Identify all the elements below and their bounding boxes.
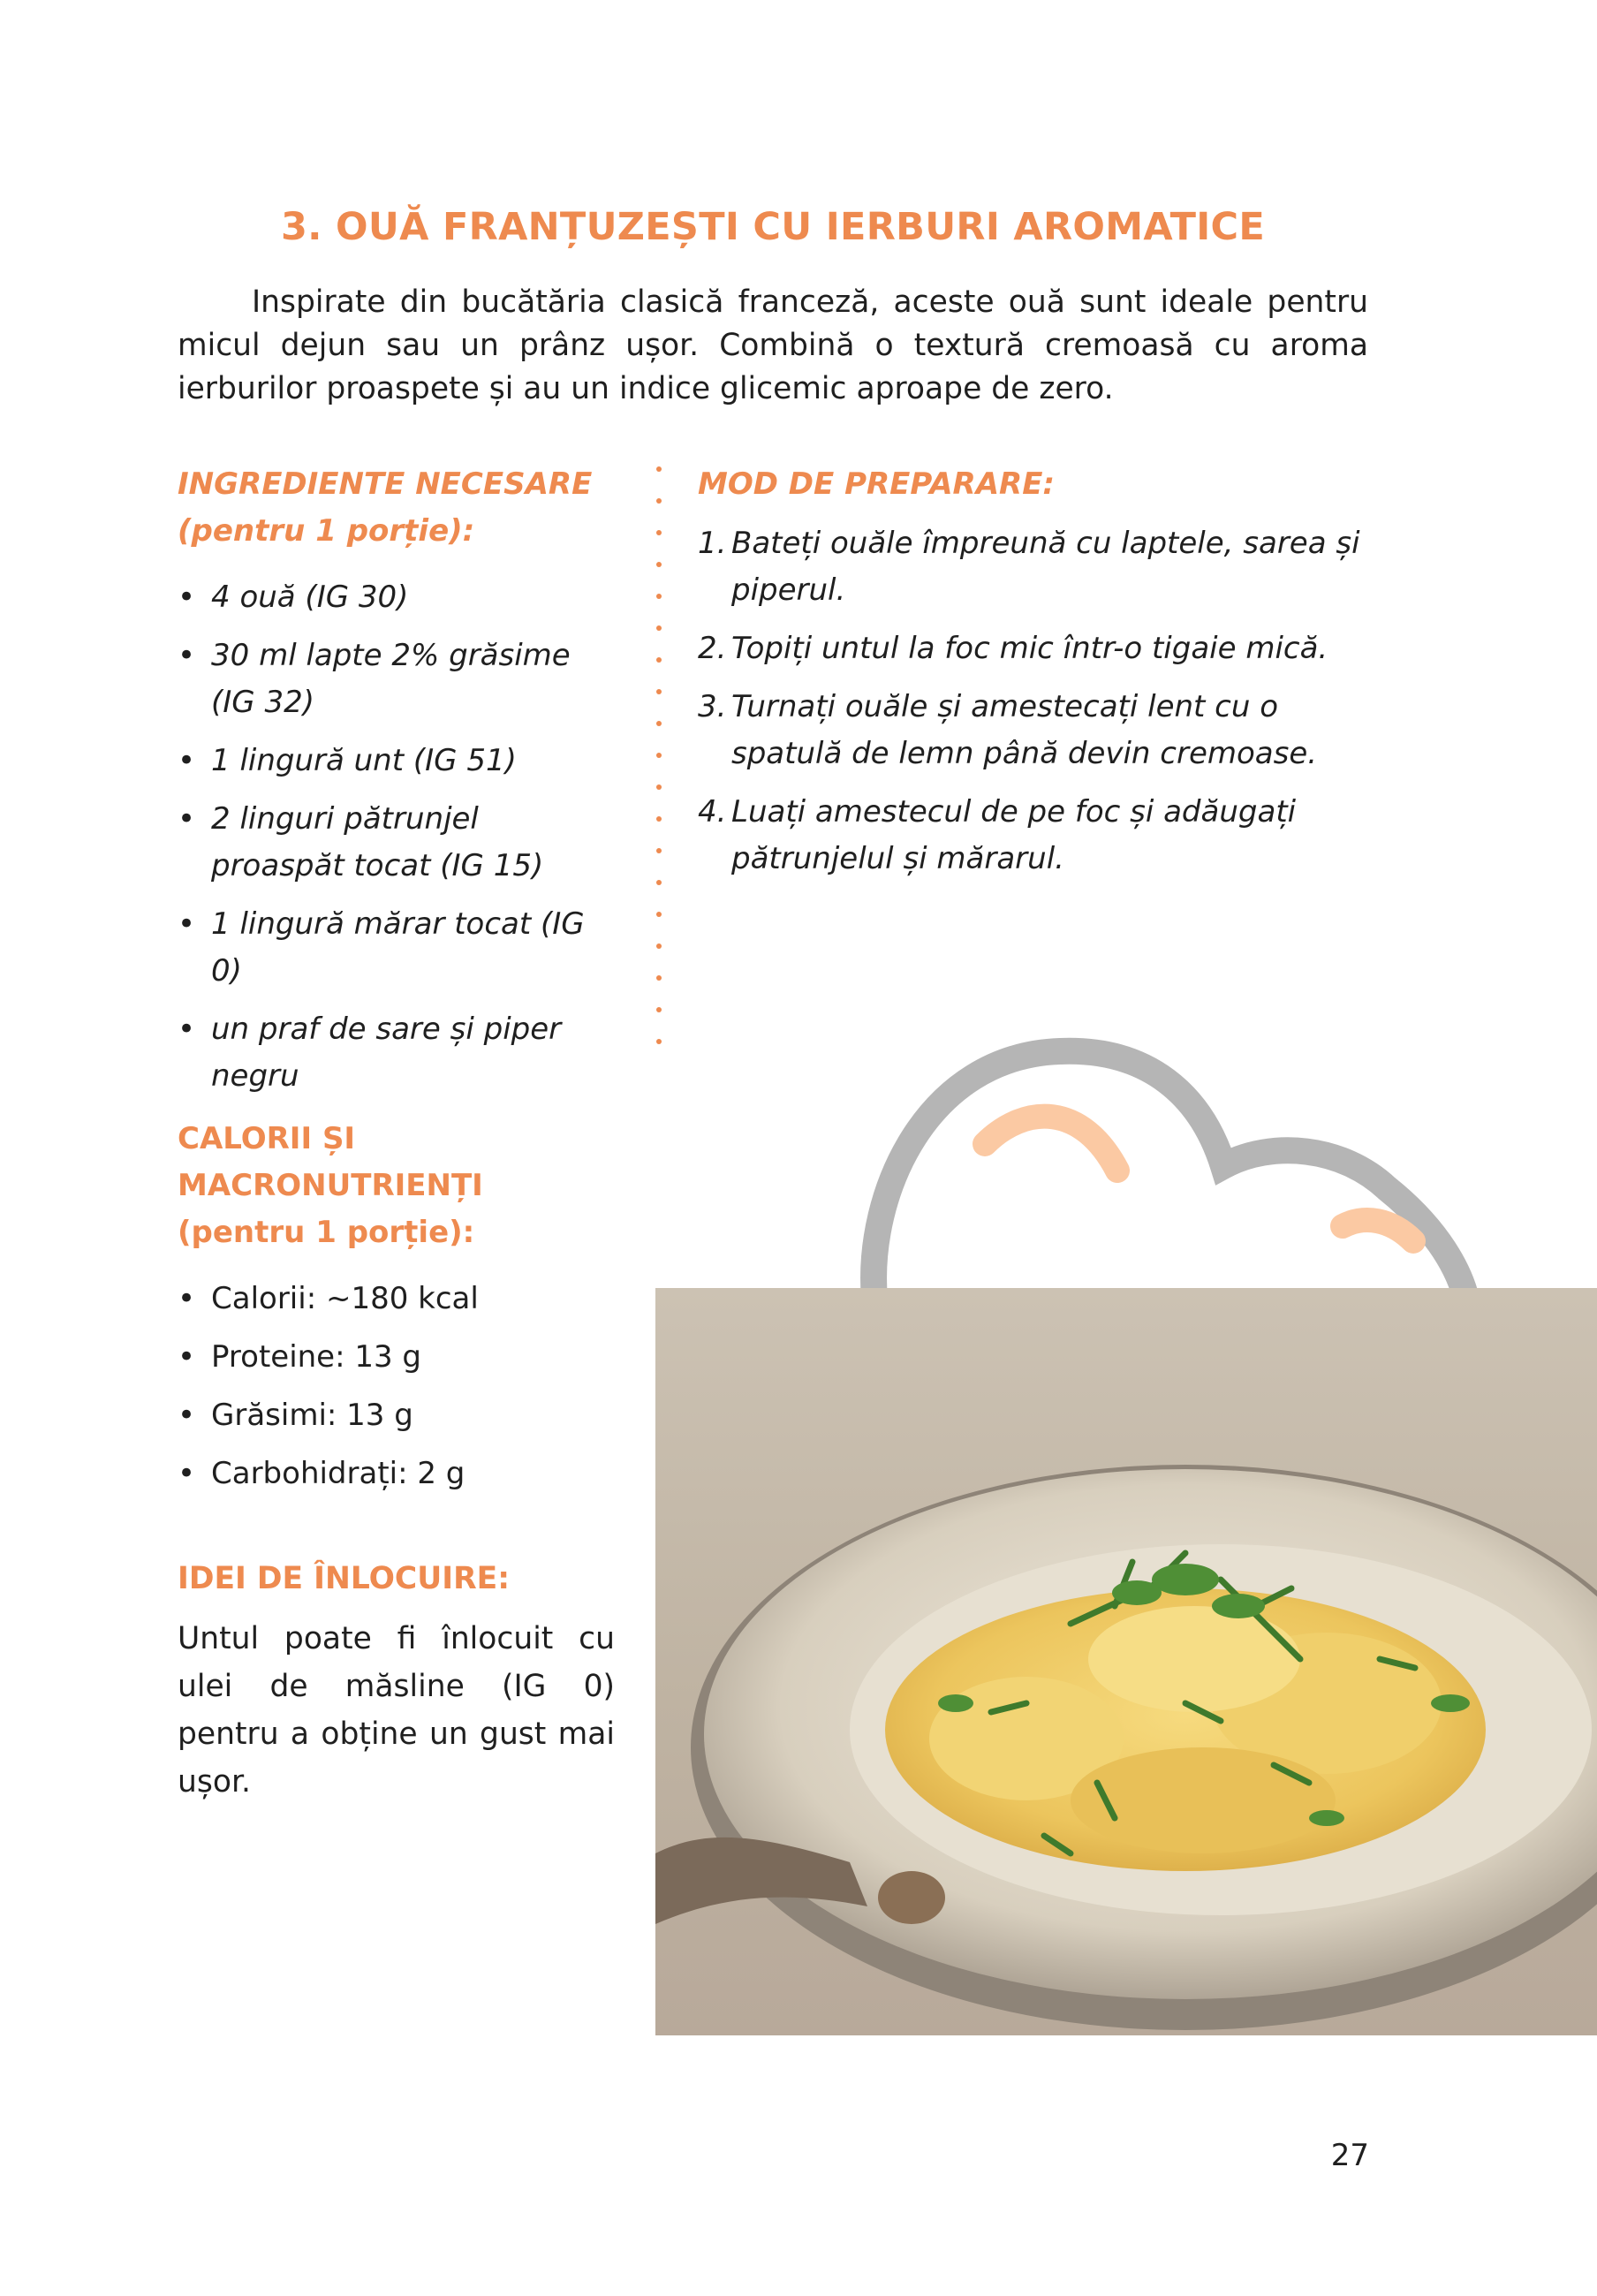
list-item: • Carbohidrați: 2 g	[178, 1451, 619, 1497]
preparation-steps	[698, 520, 1369, 883]
ingredients-subheading: (pentru 1 porție):	[178, 513, 475, 549]
ingredients-list	[178, 574, 619, 1100]
calories-section	[178, 1116, 619, 1509]
preparation-section	[698, 461, 1369, 894]
dotted-divider	[656, 466, 665, 1058]
step-number: 3.	[698, 689, 727, 724]
list-item: • 1 lingură mărar tocat (IG 0)	[178, 901, 619, 995]
page-number: 27	[1330, 2138, 1369, 2173]
list-item: • un praf de sare și piper negru	[178, 1006, 619, 1100]
recipe-title: 3. OUĂ FRANȚUZEȘTI CU IERBURI AROMATICE	[280, 205, 1266, 249]
ingredients-section	[178, 461, 619, 1111]
list-item: • 1 lingură unt (IG 51)	[178, 738, 619, 784]
list-item	[698, 625, 1369, 672]
list-item	[698, 684, 1369, 777]
cloud-outline-icon	[848, 1034, 1597, 1299]
ingredients-heading: INGREDIENTE NECESARE	[178, 466, 593, 502]
calories-heading: CALORII ȘI	[178, 1121, 356, 1156]
list-item	[698, 789, 1369, 883]
step-text: Luați amestecul de pe foc și adăugați pătrunjelul și mărarul.	[731, 794, 1297, 876]
calories-subheading: (pentru 1 porție):	[178, 1215, 475, 1250]
list-item: • 2 linguri pătrunjel proaspăt tocat (IG 15)	[178, 796, 619, 890]
list-item: • Calorii: ~180 kcal	[178, 1276, 619, 1322]
preparation-heading: MOD DE PREPARARE:	[698, 466, 1056, 502]
alternatives-text: Untul poate fi înlocuit cu ulei de măsline (IG 0) pentru a obține un gust mai ușor.	[178, 1621, 615, 1800]
list-item: • Proteine: 13 g	[178, 1334, 619, 1381]
list-item: • 30 ml lapte 2% grăsime (IG 32)	[178, 633, 619, 726]
alternatives-heading: IDEI DE ÎNLOCUIRE:	[178, 1561, 510, 1596]
step-number: 2.	[698, 631, 727, 666]
step-number: 4.	[698, 794, 727, 830]
step-text: Topiți untul la foc mic într-o tigaie mică.	[731, 631, 1328, 666]
list-item	[698, 520, 1369, 614]
scrambled-eggs-photo	[655, 1288, 1597, 2035]
calories-heading: MACRONUTRIENȚI	[178, 1168, 483, 1203]
alternatives-section	[178, 1555, 615, 1806]
intro-paragraph: Inspirate din bucătăria clasică franceză, aceste ouă sunt ideale pentru micul dejun sau un prânz ușor. Combină o textură cremoasă cu aroma ierburilor proaspete și au un indice glicemic aproape de zero.	[178, 284, 1368, 406]
list-item: • Grăsimi: 13 g	[178, 1392, 619, 1439]
step-text: Turnați ouăle și amestecați lent cu o spatulă de lemn până devin cremoase.	[731, 689, 1318, 771]
step-number: 1.	[698, 526, 727, 561]
list-item: • 4 ouă (IG 30)	[178, 574, 619, 621]
macros-list	[178, 1276, 619, 1497]
step-text: Bateți ouăle împreună cu laptele, sarea și piperul.	[731, 526, 1360, 608]
